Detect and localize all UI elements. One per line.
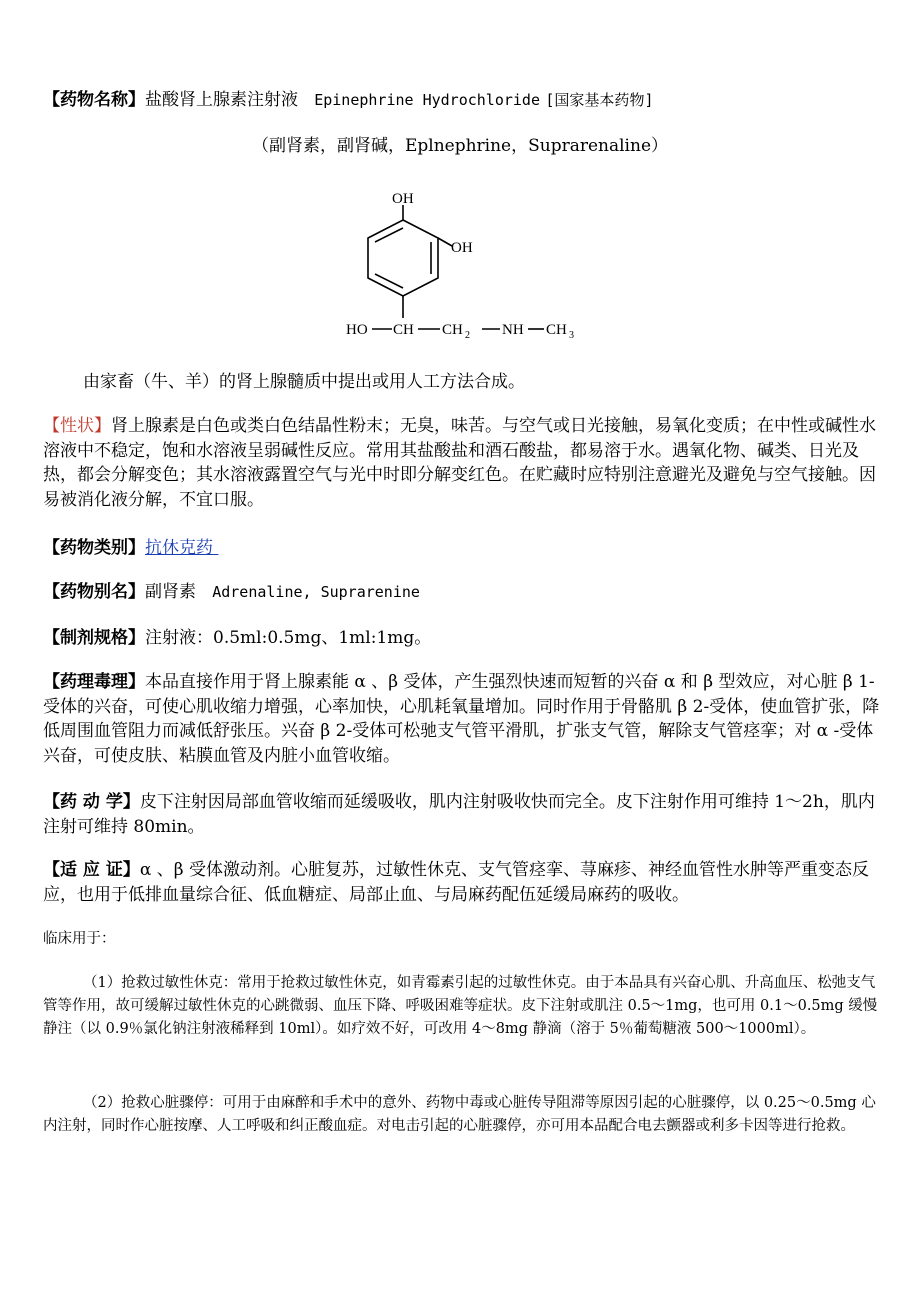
indications-label: 【适 应 证】 (43, 860, 140, 880)
drug-name-cn: 盐酸肾上腺素注射液 (145, 90, 298, 110)
category-label: 【药物类别】 (43, 538, 145, 558)
ch3-subscript: 3 (569, 330, 574, 341)
pharmacokinetics-label: 【药 动 学】 (43, 792, 140, 812)
category-line (43, 536, 883, 560)
spec-label: 【制剂规格】 (43, 628, 145, 648)
alias-cn: 副肾素 (145, 582, 196, 602)
indications-section (43, 858, 881, 907)
spec-line (43, 626, 883, 650)
properties-label: 【性状】 (43, 416, 111, 436)
oh-right-label: OH (451, 240, 473, 256)
pharmacology-section (43, 670, 881, 768)
pharmacology-text: 本品直接作用于肾上腺素能 α 、β 受体，产生强烈快速而短暂的兴奋 α 和 β 型效应，对心脏 β 1-受体的兴奋，可使心肌收缩力增强，心率加快，心肌耗氧量增加。同时作用于骨骼肌 β 2-受体，使血管扩张，降低周围血管阻力而减低舒张压。兴奋 β 2-受体可松驰支气管平滑肌，扩张支气管，解除支气管痉挛；对 α -受体兴奋，可使皮肤、粘膜血管及内脏小血管收缩。 (43, 672, 880, 766)
nh-label: NH (502, 322, 524, 338)
ch2-label: CH (442, 322, 463, 338)
drug-name-line (43, 88, 883, 112)
oh-top-label: OH (392, 191, 414, 207)
category-link[interactable]: 抗休克药 (145, 538, 213, 558)
drug-name-en: Epinephrine Hydrochloride (314, 91, 540, 109)
pharmacokinetics-section (43, 790, 881, 839)
ch3-label: CH (546, 322, 567, 338)
ho-label: HO (346, 322, 368, 338)
ch-label: CH (393, 322, 414, 338)
spec-text: 注射液：0.5ml:0.5mg、1ml:1mg。 (145, 628, 432, 648)
use-item: （1）抢救过敏性休克：常用于抢救过敏性休克，如青霉素引起的过敏性休克。由于本品具有兴奋心肌、升高血压、松弛支气管等作用，故可缓解过敏性休克的心跳微弱、血压下降、呼吸困难等症状。皮下注射或肌注 0.5～1mg，也可用 0.1～0.5mg 缓慢静注（以 0.9％氯化钠注射液稀释到 10ml）。如疗效不好，可改用 4～8mg 静滴（溶于 5％葡萄糖液 500～1000ml）。 (43, 975, 878, 1037)
properties-section (43, 414, 881, 512)
source-text: 由家畜（牛、羊）的肾上腺髓质中提出或用人工方法合成。 (83, 372, 525, 392)
pharmacokinetics-text: 皮下注射因局部血管收缩而延缓吸收，肌内注射吸收快而完全。皮下注射作用可维持 1～2h，肌内注射可维持 80min。 (43, 792, 875, 837)
alias-en: Adrenaline, Suprarenine (212, 583, 420, 601)
drug-name-label: 【药物名称】 (43, 90, 145, 110)
drug-name-tag: [国家基本药物] (545, 91, 654, 109)
properties-text: 肾上腺素是白色或类白色结晶性粉末；无臭，味苦。与空气或日光接触，易氧化变质；在中性或碱性水溶液中不稳定，饱和水溶液呈弱碱性反应。常用其盐酸盐和酒石酸盐，都易溶于水。遇氧化物、碱类、日光及热，都会分解变色；其水溶液露置空气与光中时即分解变红色。在贮藏时应特别注意避光及避免与空气接触。因易被消化液分解，不宜口服。 (43, 416, 876, 510)
indications-text: α 、β 受体激动剂。心脏复苏，过敏性休克、支气管痉挛、荨麻疹、神经血管性水肿等严重变态反应，也用于低排血量综合征、低血糖症、局部止血、与局麻药配伍延缓局麻药的吸收。 (43, 860, 869, 905)
pharmacology-label: 【药理毒理】 (43, 672, 145, 692)
use-item: （2）抢救心脏骤停：可用于由麻醉和手术中的意外、药物中毒或心脏传导阻滞等原因引起的心脏骤停，以 0.25～0.5mg 心内注射，同时作心脏按摩、人工呼吸和纠正酸血症。对电击引起的心脏骤停，亦可用本品配合电去颤器或利多卡因等进行抢救。 (43, 1095, 876, 1134)
chemical-structure-diagram (330, 180, 590, 355)
alias-label: 【药物别名】 (43, 582, 145, 602)
aliases-line: （副肾素，副肾碱，Eplnephrine，Suprarenaline） (251, 136, 669, 156)
alias-line (43, 580, 883, 604)
clinical-use-heading: 临床用于： (43, 931, 116, 947)
ch2-subscript: 2 (465, 330, 470, 341)
